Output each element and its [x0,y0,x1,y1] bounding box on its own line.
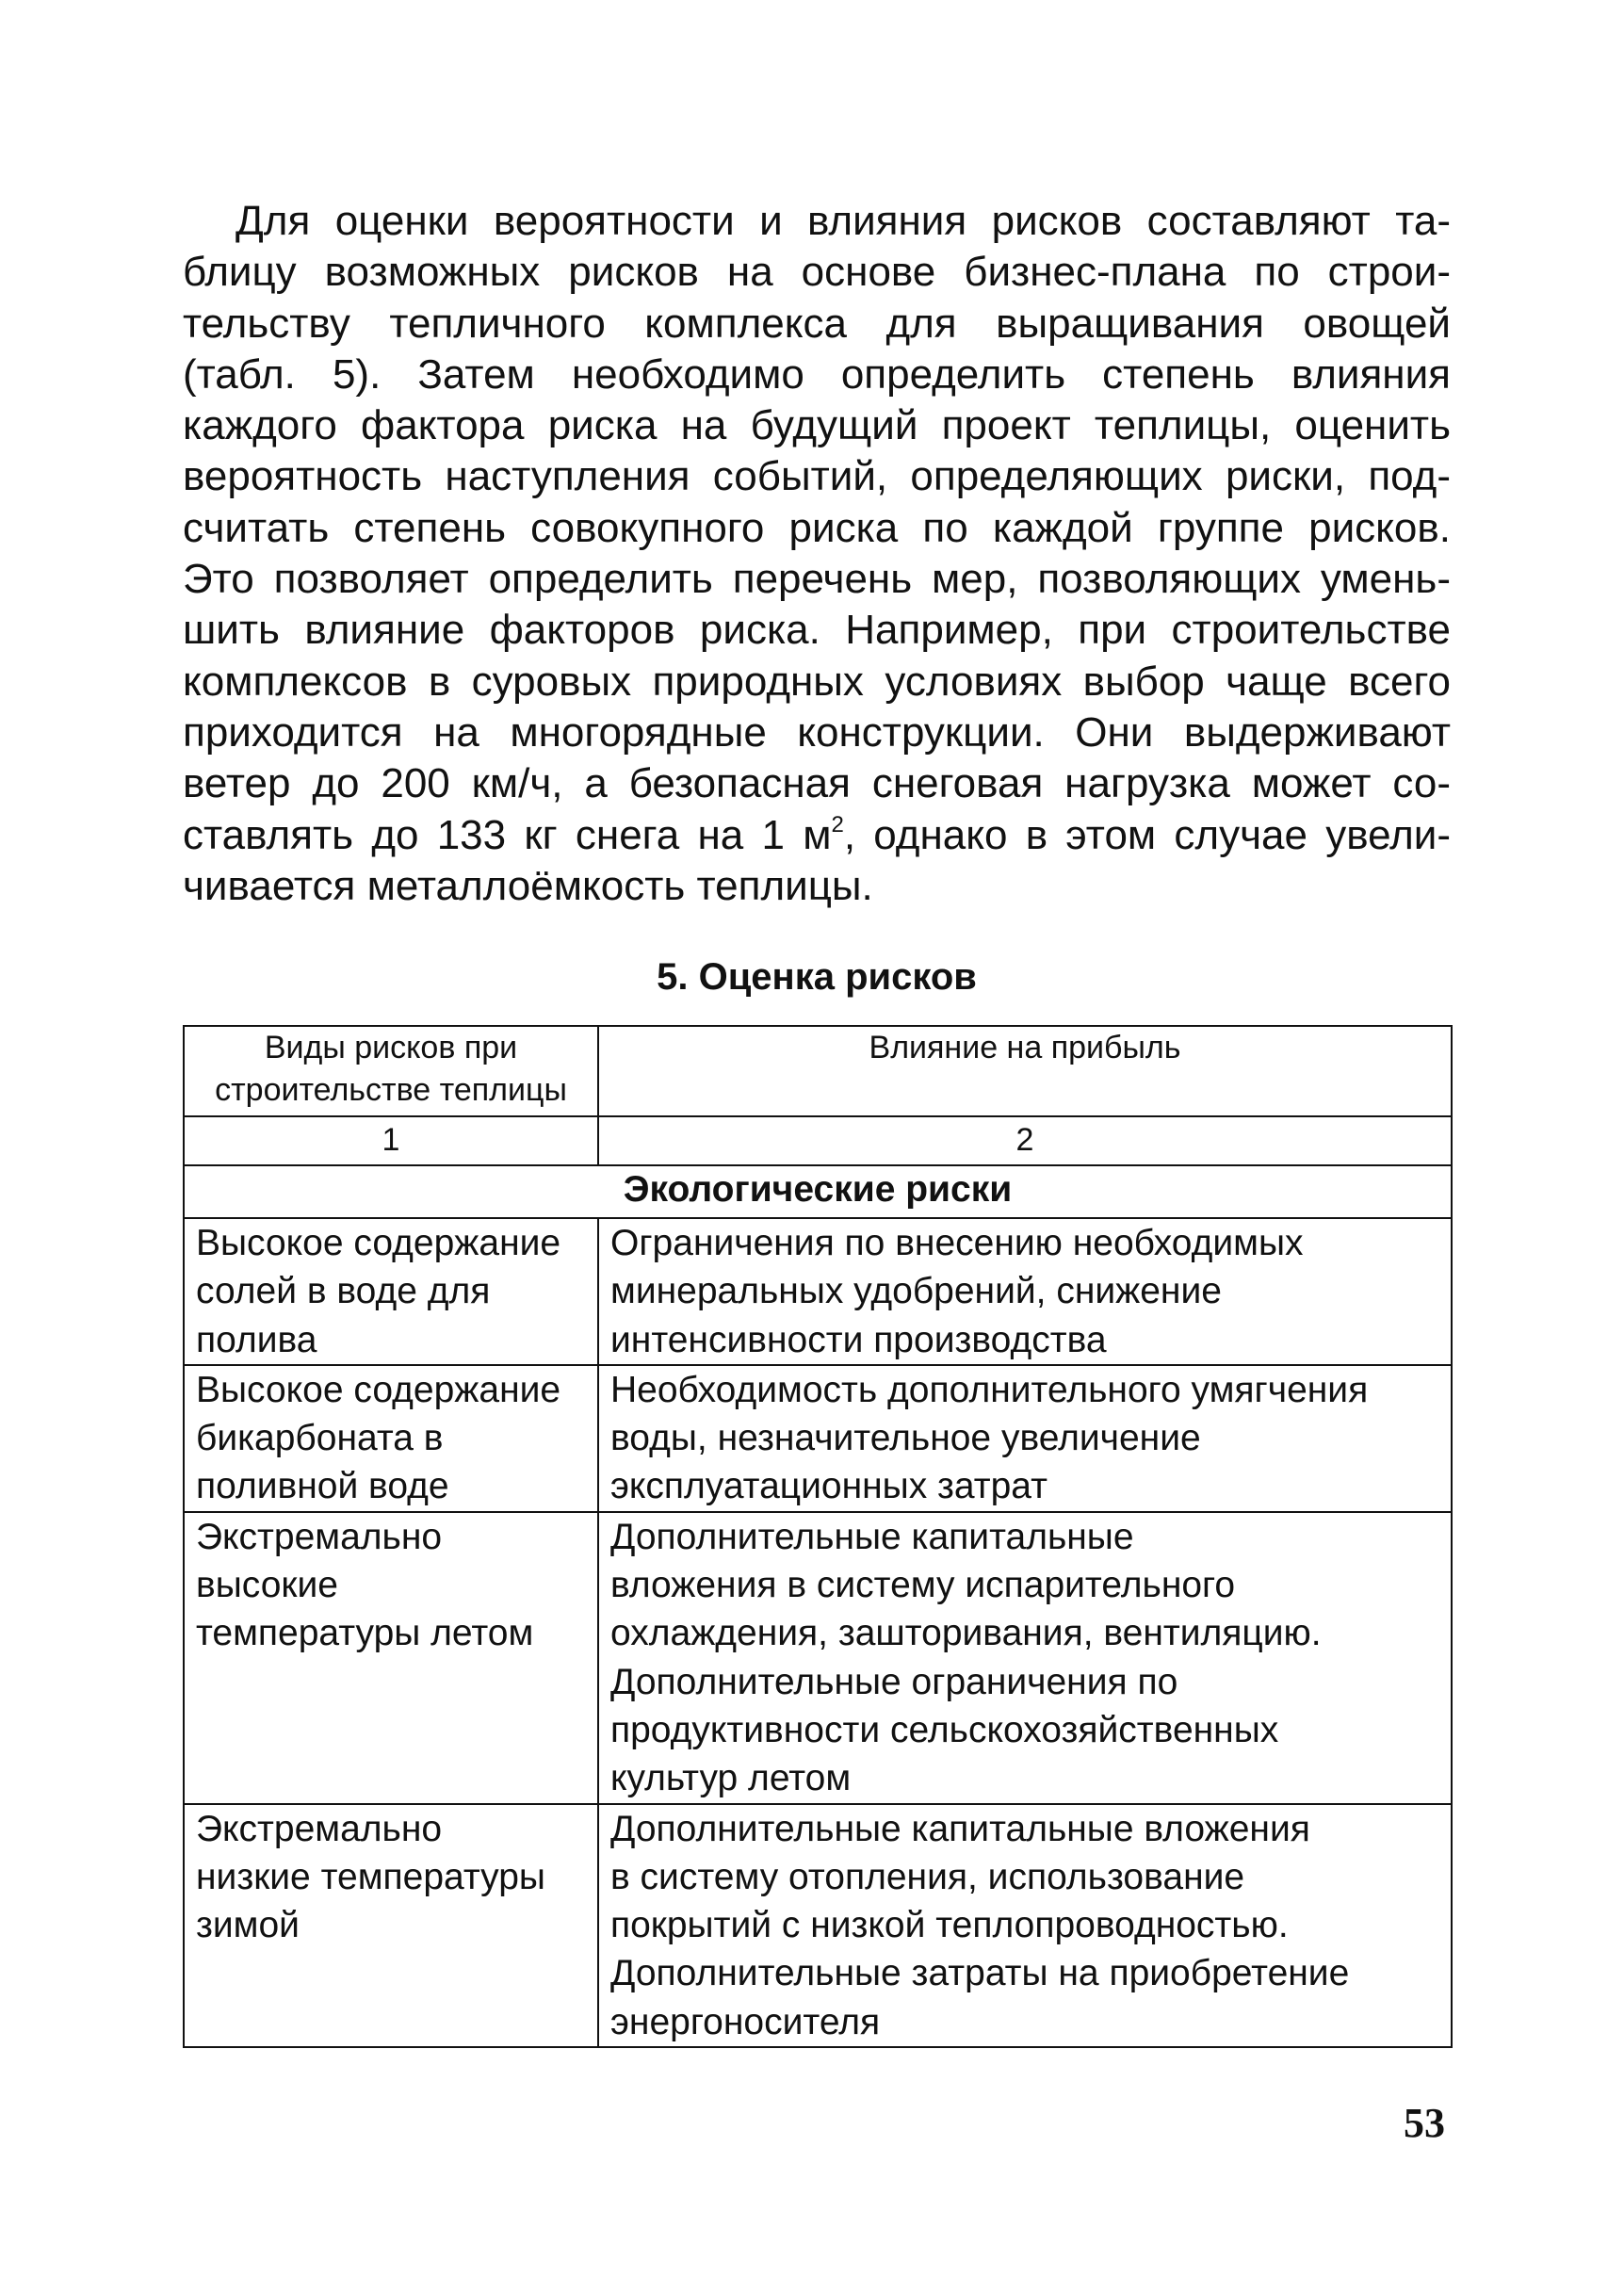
paragraph-line [183,810,1451,861]
cell-line: охлаждения, зашторивания, вентиляцию. [610,1613,1322,1654]
table-caption: 5. Оценка рисков [657,956,977,998]
column-number: 1 [184,1116,598,1165]
impact-cell [598,1512,1452,1804]
impact-cell [598,1804,1452,2047]
cell-line: культур летом [610,1758,852,1799]
column-number: 2 [598,1116,1452,1165]
superscript: 2 [831,811,844,838]
paragraph-line: ветер до 200 км/ч, а безопасная снеговая нагрузка может со- [183,760,1451,807]
header-risk-types [184,1026,598,1116]
paragraph-line: считать степень совокупного риска по каждой группе рисков. [183,504,1451,551]
cell-line: высокие [196,1565,338,1606]
cell-line: Высокое содержание [196,1369,561,1410]
cell-line: зимой [196,1905,300,1946]
cell-line: в систему отопления, использование [610,1856,1245,1897]
cell-line: Дополнительные ограничения по [610,1661,1178,1702]
risk-cell [184,1365,598,1512]
paragraph-line: (табл. 5). Затем необходимо определить степень влияния [183,350,1451,398]
table-row [184,1804,1452,2047]
table-row [184,1218,1452,1365]
paragraph-text: ставлять до 133 кг снега на 1 м [183,811,832,858]
paragraph-line: Это позволяет определить перечень мер, позволяющих умень- [183,556,1451,603]
paragraph-line: каждого фактора риска на будущий проект теплицы, оценить [183,402,1451,449]
table-row [184,1365,1452,1512]
cell-line: Необходимость дополнительного умягчения [610,1369,1369,1410]
cell-line: температуры летом [196,1613,534,1654]
page [183,196,1451,2042]
paragraph-line: шить влияние факторов риска. Например, при строительстве [183,607,1451,654]
section-title: Экологические риски [184,1165,1452,1218]
cell-line: солей в воде для [196,1271,491,1312]
page-number: 53 [1404,2100,1445,2146]
impact-cell [598,1365,1452,1512]
cell-line: вложения в систему испарительного [610,1565,1236,1606]
cell-line: эксплуатационных затрат [610,1466,1048,1507]
cell-line: Дополнительные капитальные вложения [610,1808,1310,1849]
cell-line: энергоносителя [610,2001,881,2042]
cell-line: воды, незначительное увеличение [610,1418,1201,1459]
cell-line: низкие температуры [196,1856,545,1897]
section-row [184,1165,1452,1218]
paragraph-line: Для оценки вероятности и влияния рисков составляют та- [235,198,1451,244]
table-header-row [184,1026,1452,1116]
paragraph-line: вероятность наступления событий, определяющих риски, под- [183,453,1451,500]
cell-line: полива [196,1319,317,1360]
cell-line: поливной воде [196,1466,449,1507]
paragraph-line: приходится на многорядные конструкции. Они выдерживают [183,708,1451,756]
cell-line: Экстремально [196,1516,443,1557]
body-paragraph [183,196,1451,912]
cell-line: Экстремально [196,1808,443,1849]
cell-line: интенсивности производства [610,1319,1107,1360]
risk-cell [184,1512,598,1804]
cell-line: Высокое содержание [196,1223,561,1263]
paragraph-line: блицу возможных рисков на основе бизнес-плана по строи- [183,249,1451,296]
cell-line: Ограничения по внесению необходимых [610,1223,1304,1263]
cell-line: бикарбоната в [196,1418,444,1459]
impact-cell [598,1218,1452,1365]
risk-table [183,1025,1453,2048]
column-number-row [184,1116,1452,1165]
table-row [184,1512,1452,1804]
cell-line: минеральных удобрений, снижение [610,1271,1222,1312]
risk-cell [184,1804,598,2047]
paragraph-text: , однако в этом случае увели- [843,811,1451,858]
cell-line: покрытий с низкой теплопроводностью. [610,1905,1289,1946]
paragraph-line: чивается металлоёмкость теплицы. [183,862,873,909]
header-line: Влияние на прибыль [869,1030,1181,1065]
cell-line: Дополнительные капитальные [610,1516,1134,1557]
paragraph-line: тельству тепличного комплекса для выращивания овощей [183,300,1451,347]
cell-line: продуктивности сельскохозяйственных [610,1709,1279,1750]
risk-cell [184,1218,598,1365]
header-impact [598,1026,1452,1116]
cell-line: Дополнительные затраты на приобретение [610,1953,1350,1994]
header-line: Виды рисков при [264,1030,518,1065]
header-line: строительстве теплицы [215,1072,567,1108]
paragraph-line: комплексов в суровых природных условиях выбор чаще всего [183,658,1451,705]
